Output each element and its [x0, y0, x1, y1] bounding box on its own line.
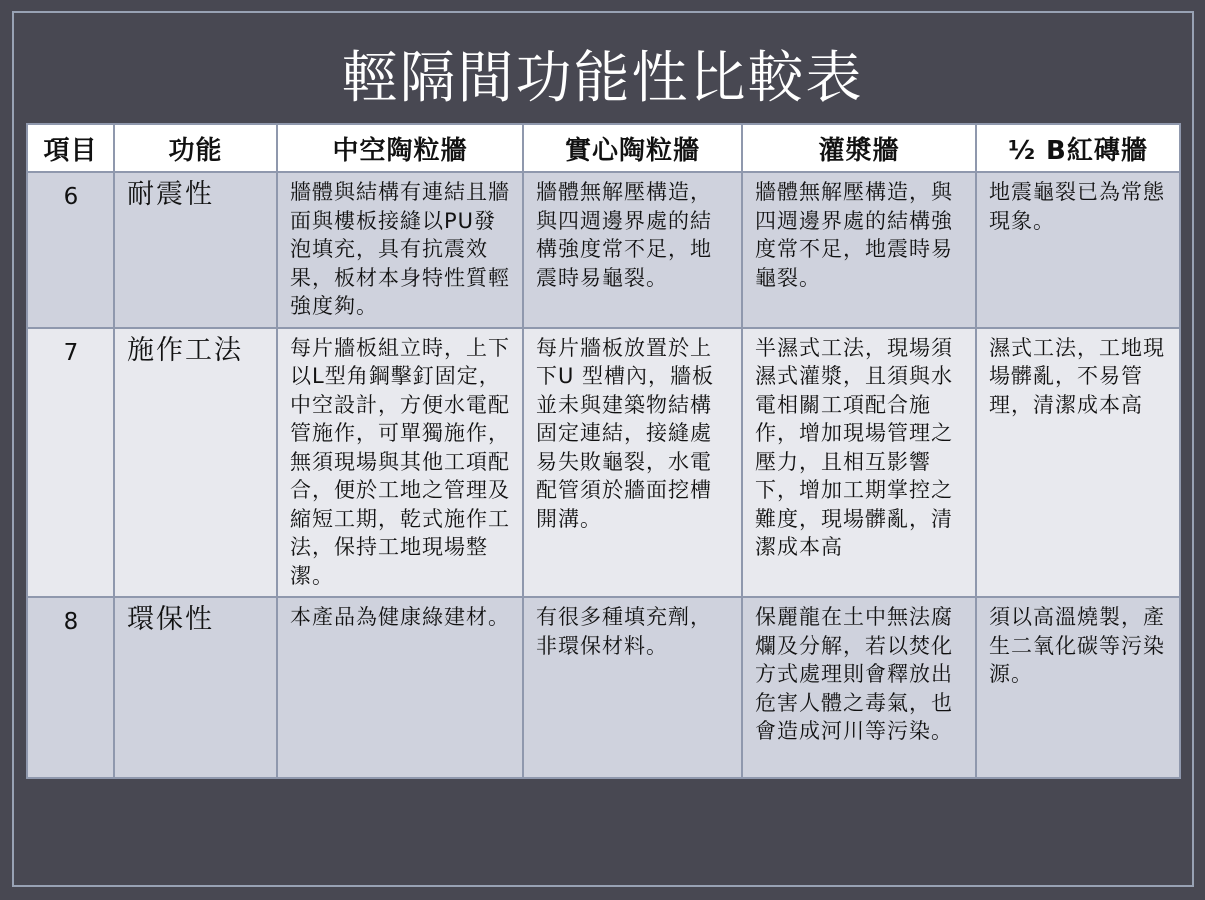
cell-hollow-ceramsite: 每片牆板組立時，上下以L型角鋼擊釘固定，中空設計，方便水電配管施作，可單獨施作，無須現場與其他工項配合，便於工地之管理及縮短工期，乾式施作工法，保持工地現場整潔。: [277, 328, 523, 598]
cell-grouted: 牆體無解壓構造，與四週邊界處的結構強度常不足，地震時易龜裂。: [742, 172, 976, 328]
row-item-number: 8: [27, 597, 114, 778]
cell-hollow-ceramsite: 本產品為健康綠建材。: [277, 597, 523, 778]
row-function: 施作工法: [114, 328, 277, 598]
header-grouted-wall: 灌漿牆: [742, 124, 976, 172]
cell-solid-ceramsite: 有很多種填充劑，非環保材料。: [523, 597, 742, 778]
header-item: 項目: [27, 124, 114, 172]
row-function: 耐震性: [114, 172, 277, 328]
header-half-b-red-brick-wall: ½ B紅磚牆: [976, 124, 1180, 172]
row-item-number: 7: [27, 328, 114, 598]
table-row: [27, 597, 1180, 778]
cell-red-brick: 地震龜裂已為常態現象。: [976, 172, 1180, 328]
table-row: [27, 328, 1180, 598]
page-title: 輕隔間功能性比較表: [341, 46, 864, 111]
cell-red-brick: 濕式工法，工地現場髒亂，不易管理，清潔成本高: [976, 328, 1180, 598]
row-function: 環保性: [114, 597, 277, 778]
row-item-number: 6: [27, 172, 114, 328]
cell-red-brick: 須以高溫燒製，產生二氧化碳等污染源。: [976, 597, 1180, 778]
table-header-row: [27, 124, 1180, 172]
header-hollow-ceramsite-wall: 中空陶粒牆: [277, 124, 523, 172]
cell-hollow-ceramsite: 牆體與結構有連結且牆面與樓板接縫以PU發泡填充，具有抗震效果，板材本身特性質輕強度夠。: [277, 172, 523, 328]
cell-solid-ceramsite: 每片牆板放置於上下U 型槽內，牆板並未與建築物結構固定連結，接縫處易失敗龜裂，水電配管須於牆面挖槽開溝。: [523, 328, 742, 598]
header-solid-ceramsite-wall: 實心陶粒牆: [523, 124, 742, 172]
header-function: 功能: [114, 124, 277, 172]
table-row: [27, 172, 1180, 328]
cell-grouted: 保麗龍在土中無法腐爛及分解，若以焚化方式處理則會釋放出危害人體之毒氣，也會造成河川等污染。: [742, 597, 976, 778]
cell-solid-ceramsite: 牆體無解壓構造，與四週邊界處的結構強度常不足，地震時易龜裂。: [523, 172, 742, 328]
comparison-table: [26, 123, 1181, 779]
cell-grouted: 半濕式工法，現場須濕式灌漿，且須與水電相關工項配合施作，增加現場管理之壓力，且相互影響下，增加工期掌控之難度，現場髒亂，清潔成本高: [742, 328, 976, 598]
